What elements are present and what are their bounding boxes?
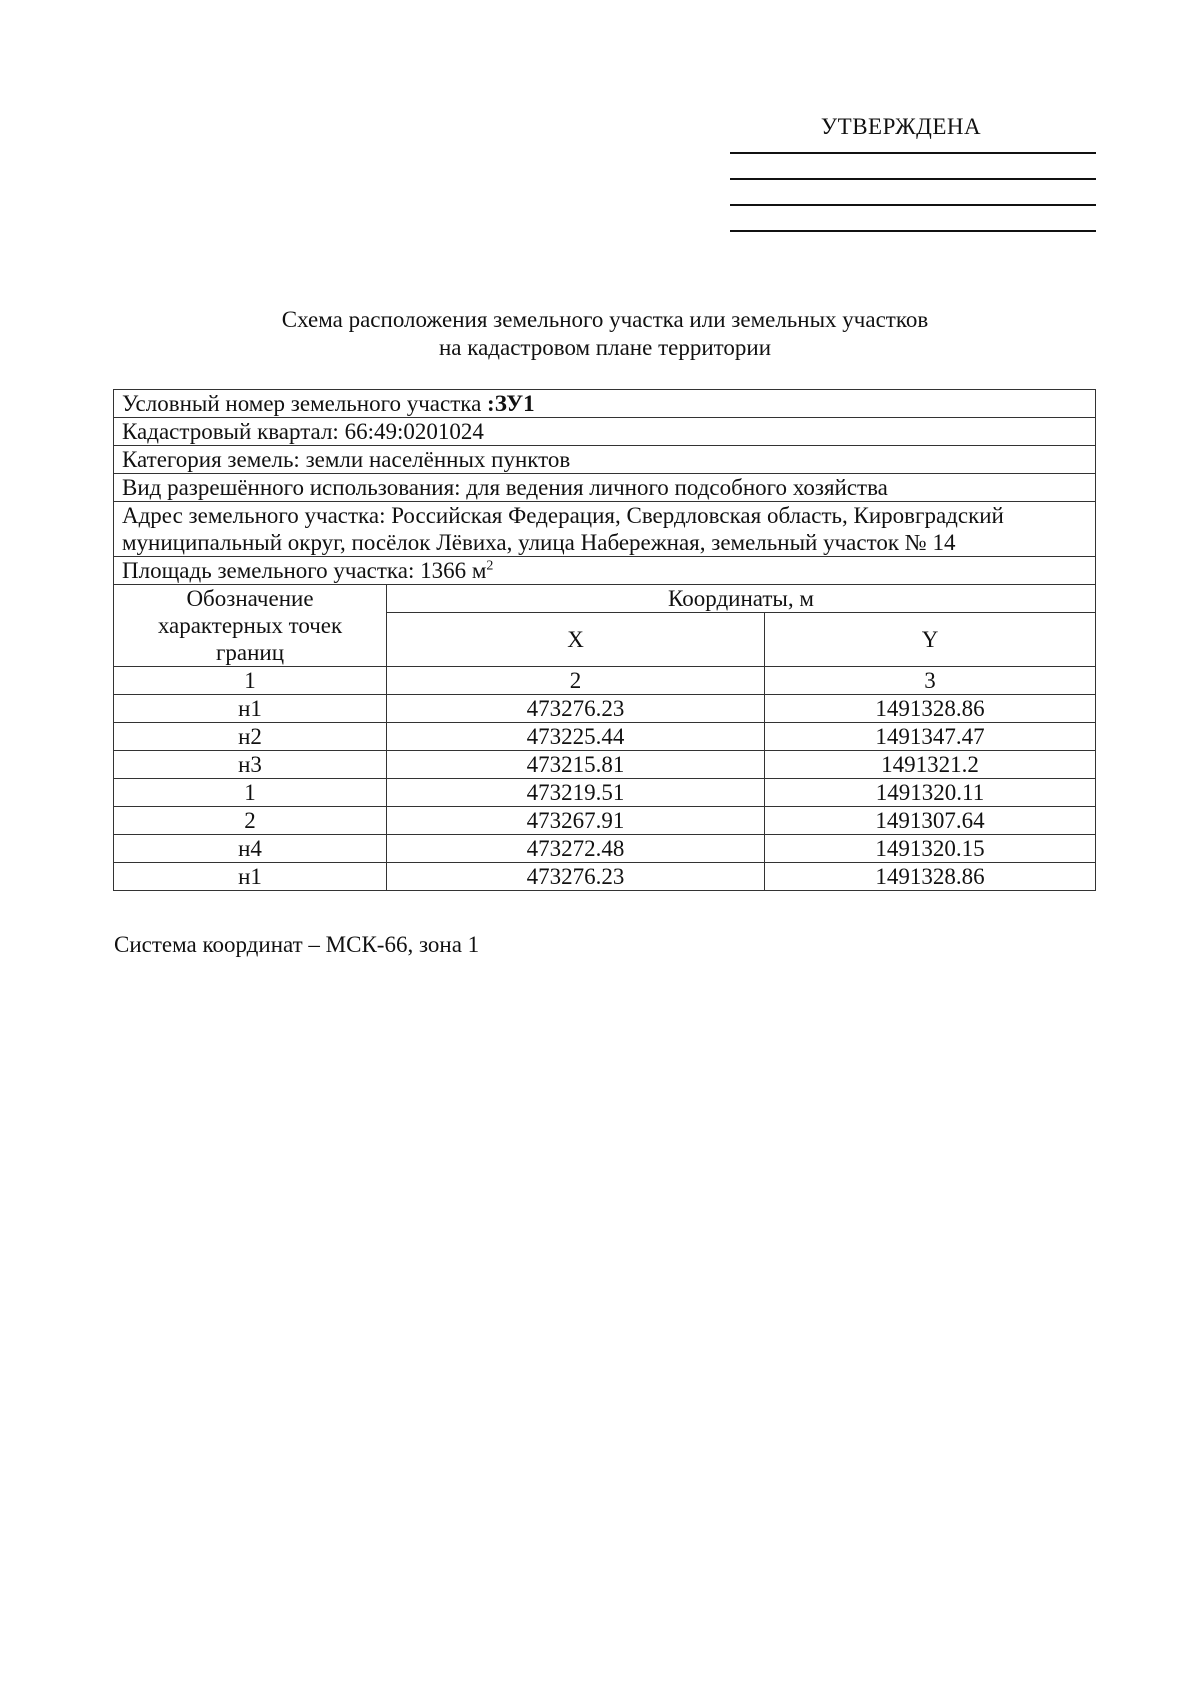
point-cell: н2 [114, 723, 387, 751]
area-label: Площадь земельного участка: 1366 м [122, 558, 487, 583]
x-cell: 473276.23 [387, 695, 765, 723]
point-cell: н1 [114, 863, 387, 891]
point-cell: н3 [114, 751, 387, 779]
column-numbers-row [114, 667, 1096, 695]
approval-title: УТВЕРЖДЕНА [820, 114, 982, 139]
point-cell: н1 [114, 695, 387, 723]
x-header-cell: X [387, 613, 765, 667]
x-cell: 473215.81 [387, 751, 765, 779]
point-header-cell: Обозначение характерных точек границ [114, 585, 387, 667]
permitted-use-row [114, 474, 1096, 502]
column-number-cell: 2 [387, 667, 765, 695]
x-cell: 473276.23 [387, 863, 765, 891]
cadastral-quarter-row [114, 418, 1096, 446]
table-row [114, 863, 1096, 891]
signature-line [730, 178, 1096, 180]
table-row [114, 751, 1096, 779]
y-cell: 1491320.15 [765, 835, 1096, 863]
y-cell: 1491307.64 [765, 807, 1096, 835]
permitted-use-cell: Вид разрешённого использования: для ведения личного подсобного хозяйства [114, 474, 1096, 502]
point-cell: 2 [114, 807, 387, 835]
y-cell: 1491328.86 [765, 863, 1096, 891]
land-category-row [114, 446, 1096, 474]
table-row [114, 723, 1096, 751]
document-title-line2: на кадастровом плане территории [438, 335, 772, 360]
area-cell [114, 557, 1096, 585]
document-title [100, 306, 1100, 362]
signature-line [730, 204, 1096, 206]
x-cell: 473267.91 [387, 807, 765, 835]
y-cell: 1491320.11 [765, 779, 1096, 807]
table-row [114, 807, 1096, 835]
cadastral-quarter-cell: Кадастровый квартал: 66:49:0201024 [114, 418, 1096, 446]
table-row [114, 835, 1096, 863]
parcel-number-row [114, 390, 1096, 418]
column-number-cell: 1 [114, 667, 387, 695]
y-cell: 1491328.86 [765, 695, 1096, 723]
approval-block [730, 112, 1100, 232]
table-row [114, 695, 1096, 723]
y-cell: 1491321.2 [765, 751, 1096, 779]
column-number-cell: 3 [765, 667, 1096, 695]
area-row [114, 557, 1096, 585]
address-cell: Адрес земельного участка: Российская Федерация, Свердловская область, Кировградский муниципальный округ, посёлок Лёвиха, улица Набережная, земельный участок № 14 [114, 502, 1096, 557]
y-cell: 1491347.47 [765, 723, 1096, 751]
y-header-cell: Y [765, 613, 1096, 667]
coords-header-cell: Координаты, м [387, 585, 1096, 613]
x-cell: 473225.44 [387, 723, 765, 751]
document-title-line1: Схема расположения земельного участка или земельных участков [281, 307, 929, 332]
parcel-number-value: :ЗУ1 [487, 391, 535, 416]
parcel-table [113, 389, 1096, 891]
area-superscript: 2 [486, 558, 494, 574]
parcel-number-label: Условный номер земельного участка [122, 391, 482, 416]
land-category-cell: Категория земель: земли населённых пунктов [114, 446, 1096, 474]
table-row [114, 779, 1096, 807]
coordinate-system-note: Система координат – МСК-66, зона 1 [114, 932, 480, 957]
signature-line [730, 152, 1096, 154]
point-cell: 1 [114, 779, 387, 807]
signature-line [730, 230, 1096, 232]
x-cell: 473219.51 [387, 779, 765, 807]
address-row [114, 502, 1096, 557]
parcel-number-cell [114, 390, 1096, 418]
point-cell: н4 [114, 835, 387, 863]
coords-header-row [114, 585, 1096, 613]
x-cell: 473272.48 [387, 835, 765, 863]
